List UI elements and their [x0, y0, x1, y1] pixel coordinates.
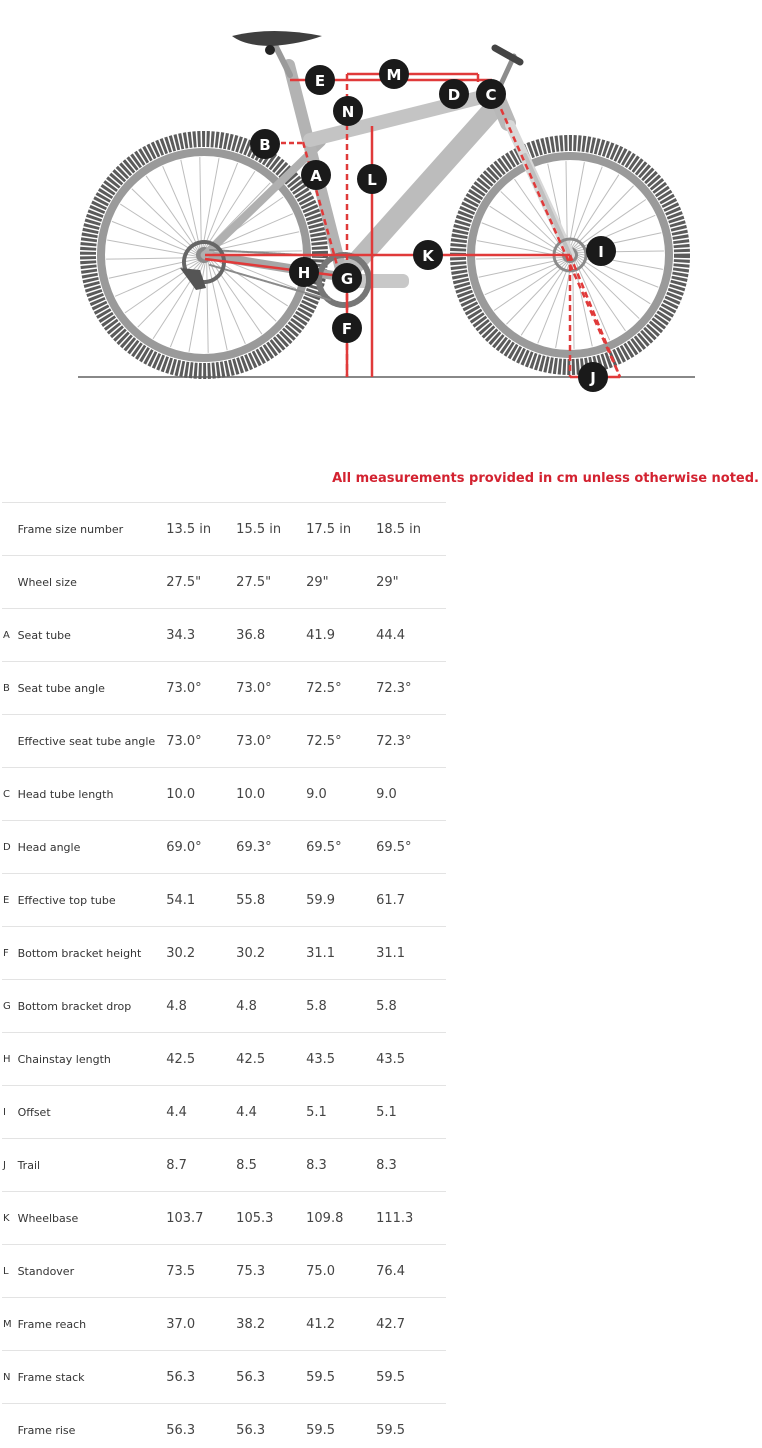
table-cell: 76.4 [376, 1263, 406, 1279]
table-cell: 72.3° [376, 680, 412, 696]
svg-text:F: F [341, 320, 353, 338]
badge-b [250, 129, 280, 159]
row-label: Wheel size [17, 575, 77, 589]
table-cell: 13.5 in [166, 521, 212, 537]
table-cell: 56.3 [236, 1369, 266, 1385]
badge-a [301, 160, 331, 190]
svg-text:C: C [485, 86, 497, 104]
row-label: Head tube length [17, 787, 114, 801]
table-row [2, 1085, 446, 1138]
table-row [2, 873, 446, 926]
table-cell: 59.9 [306, 892, 336, 908]
table-cell: 27.5" [236, 574, 272, 590]
table-cell: 31.1 [376, 945, 406, 961]
row-letter: L [3, 1265, 9, 1277]
table-cell: 8.7 [166, 1157, 187, 1173]
table-row [2, 1138, 446, 1191]
svg-text:L: L [367, 171, 377, 189]
row-label: Frame size number [17, 522, 124, 536]
table-cell: 61.7 [376, 892, 406, 908]
row-letter: F [3, 947, 9, 959]
table-cell: 10.0 [236, 786, 266, 802]
row-letter: E [3, 894, 10, 906]
table-cell: 43.5 [306, 1051, 336, 1067]
table-cell: 18.5 in [376, 521, 422, 537]
badge-k [413, 240, 443, 270]
table-cell: 5.8 [306, 998, 327, 1014]
table-cell: 73.0° [236, 680, 272, 696]
table-row [2, 1297, 446, 1350]
table-cell: 69.0° [166, 839, 202, 855]
row-label: Offset [17, 1105, 51, 1119]
svg-text:K: K [422, 247, 434, 265]
table-cell: 8.3 [376, 1157, 397, 1173]
badge-c [476, 79, 506, 109]
row-label: Seat tube [17, 628, 71, 642]
svg-text:E: E [314, 72, 326, 90]
table-cell: 72.3° [376, 733, 412, 749]
table-cell: 56.3 [236, 1422, 266, 1438]
svg-text:J: J [590, 369, 596, 387]
table-cell: 5.1 [306, 1104, 327, 1120]
row-label: Bottom bracket drop [17, 999, 132, 1013]
row-letter: M [3, 1318, 12, 1330]
table-cell: 56.3 [166, 1422, 196, 1438]
table-cell: 9.0 [376, 786, 397, 802]
row-label: Frame rise [17, 1423, 76, 1437]
table-cell: 4.8 [166, 998, 187, 1014]
table-cell: 105.3 [236, 1210, 274, 1226]
table-cell: 69.3° [236, 839, 272, 855]
badge-h [289, 257, 319, 287]
svg-text:H: H [297, 264, 311, 282]
table-cell: 8.5 [236, 1157, 257, 1173]
table-cell: 73.0° [236, 733, 272, 749]
row-label: Wheelbase [17, 1211, 79, 1225]
table-cell: 59.5 [306, 1422, 336, 1438]
row-label: Frame reach [17, 1317, 87, 1331]
table-cell: 37.0 [166, 1316, 196, 1332]
row-letter: N [3, 1371, 11, 1383]
svg-text:D: D [447, 86, 461, 104]
table-cell: 42.5 [166, 1051, 196, 1067]
table-cell: 9.0 [306, 786, 327, 802]
badge-f [332, 313, 362, 343]
row-letter: C [3, 788, 10, 800]
badge-n [333, 96, 363, 126]
table-cell: 75.0 [306, 1263, 336, 1279]
table-cell: 31.1 [306, 945, 336, 961]
table-cell: 27.5" [166, 574, 202, 590]
table-row [2, 608, 446, 661]
table-cell: 15.5 in [236, 521, 282, 537]
table-cell: 55.8 [236, 892, 266, 908]
table-cell: 44.4 [376, 627, 406, 643]
badge-j [578, 362, 608, 392]
table-cell: 73.0° [166, 680, 202, 696]
row-label: Effective top tube [17, 893, 116, 907]
row-letter: B [3, 682, 10, 694]
svg-text:N: N [341, 103, 355, 121]
svg-text:G: G [340, 270, 354, 288]
table-cell: 29" [376, 574, 399, 590]
row-label: Effective seat tube angle [17, 734, 156, 748]
table-row [2, 1191, 446, 1244]
table-cell: 4.4 [166, 1104, 187, 1120]
table-cell: 30.2 [236, 945, 266, 961]
table-row [2, 979, 446, 1032]
table-cell: 36.8 [236, 627, 266, 643]
row-letter: H [3, 1053, 11, 1065]
table-cell: 29" [306, 574, 329, 590]
row-letter: D [3, 841, 11, 853]
table-cell: 30.2 [166, 945, 196, 961]
table-cell: 59.5 [376, 1422, 406, 1438]
table-cell: 54.1 [166, 892, 196, 908]
row-label: Chainstay length [17, 1052, 111, 1066]
table-cell: 72.5° [306, 733, 342, 749]
svg-text:A: A [310, 167, 322, 185]
table-row [2, 661, 446, 714]
table-cell: 56.3 [166, 1369, 196, 1385]
table-cell: 69.5° [306, 839, 342, 855]
table-row [2, 502, 446, 555]
row-letter: J [3, 1159, 6, 1171]
row-letter: K [3, 1212, 10, 1224]
table-cell: 17.5 in [306, 521, 352, 537]
table-row [2, 1244, 446, 1297]
table-cell: 41.9 [306, 627, 336, 643]
table-cell: 4.8 [236, 998, 257, 1014]
row-label: Standover [17, 1264, 75, 1278]
badge-m [379, 59, 409, 89]
table-row [2, 926, 446, 979]
table-cell: 72.5° [306, 680, 342, 696]
table-cell: 73.0° [166, 733, 202, 749]
table-row [2, 767, 446, 820]
table-cell: 34.3 [166, 627, 196, 643]
row-label: Frame stack [17, 1370, 85, 1384]
row-label: Head angle [17, 840, 81, 854]
table-cell: 69.5° [376, 839, 412, 855]
table-row [2, 1403, 446, 1448]
badge-i [586, 236, 616, 266]
table-cell: 103.7 [166, 1210, 204, 1226]
row-letter: I [3, 1106, 6, 1118]
row-label: Trail [17, 1158, 41, 1172]
table-cell: 73.5 [166, 1263, 196, 1279]
bike-geometry-diagram [0, 0, 762, 420]
measurement-units-note: All measurements provided in cm unless otherwise noted. [332, 471, 759, 486]
table-cell: 43.5 [376, 1051, 406, 1067]
svg-text:I: I [598, 243, 604, 261]
table-cell: 42.7 [376, 1316, 406, 1332]
row-label: Seat tube angle [17, 681, 105, 695]
table-row [2, 820, 446, 873]
row-letter: A [3, 629, 10, 641]
table-cell: 5.8 [376, 998, 397, 1014]
svg-text:B: B [259, 136, 271, 154]
badge-g [332, 263, 362, 293]
table-cell: 5.1 [376, 1104, 397, 1120]
table-row [2, 714, 446, 767]
badge-e [305, 65, 335, 95]
table-row [2, 1032, 446, 1085]
table-cell: 111.3 [376, 1210, 414, 1226]
table-cell: 75.3 [236, 1263, 266, 1279]
table-cell: 59.5 [376, 1369, 406, 1385]
badge-l [357, 164, 387, 194]
row-label: Bottom bracket height [17, 946, 142, 960]
table-cell: 4.4 [236, 1104, 257, 1120]
row-letter: G [3, 1000, 11, 1012]
table-cell: 42.5 [236, 1051, 266, 1067]
badge-d [439, 79, 469, 109]
table-cell: 8.3 [306, 1157, 327, 1173]
table-cell: 109.8 [306, 1210, 344, 1226]
table-cell: 41.2 [306, 1316, 336, 1332]
table-row [2, 555, 446, 608]
table-cell: 59.5 [306, 1369, 336, 1385]
table-cell: 38.2 [236, 1316, 266, 1332]
table-cell: 10.0 [166, 786, 196, 802]
geometry-table [2, 502, 446, 1448]
svg-text:M: M [386, 66, 402, 84]
table-row [2, 1350, 446, 1403]
